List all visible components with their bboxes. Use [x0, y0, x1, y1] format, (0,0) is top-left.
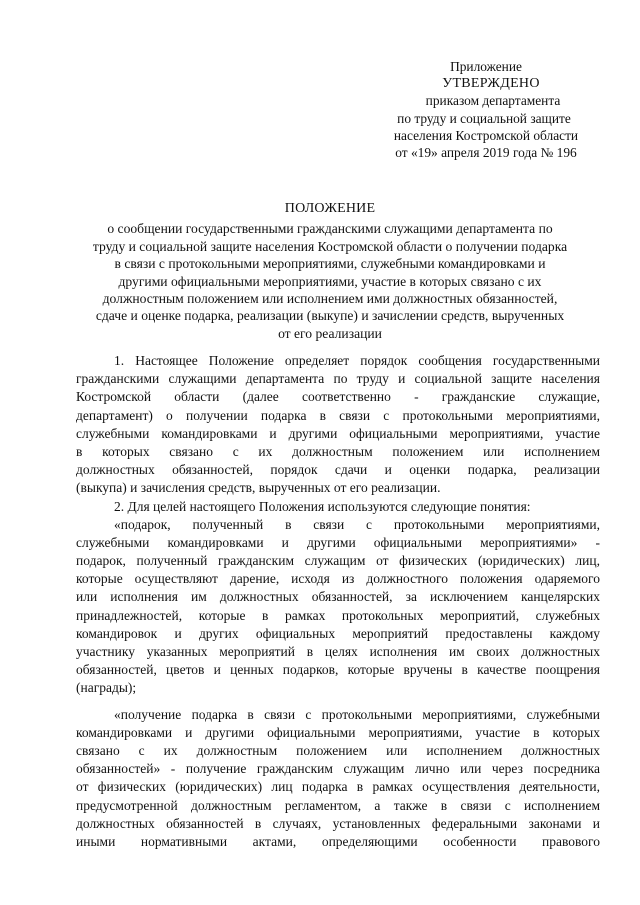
- body-line: 1. Настоящее Положение определяет порядок сообщения государственными: [114, 353, 600, 368]
- body-line: предусмотренной должностным регламентом, а также в связи с исполнением: [76, 797, 600, 813]
- paragraph-2: [76, 498, 600, 516]
- body-line: иными нормативными актами, определяющими особенности правового: [76, 833, 600, 849]
- body-line: должностных обязанностей, порядок сдачи и оценки подарка, реализации: [76, 462, 600, 478]
- approval-line: Приложение: [450, 59, 522, 74]
- body-line: департамент) о получении подарка в связи с протокольными мероприятиями,: [76, 407, 600, 423]
- title-subline: в связи с протокольными мероприятиями, служебными командировками и: [114, 256, 546, 272]
- approval-line: УТВЕРЖДЕНО: [442, 76, 540, 92]
- title-subline: должностным положением или исполнением ими должностных обязанностей,: [102, 291, 558, 307]
- title-subline: о сообщении государственными гражданскими служащими департамента по: [107, 221, 553, 237]
- document-title-block: [60, 200, 600, 342]
- approval-line: населения Костромской области: [393, 127, 579, 143]
- body-line: 2. Для целей настоящего Положения используются следующие понятия:: [114, 498, 531, 514]
- paragraph-4: [76, 706, 600, 852]
- body-line: обязанностей, цветов и ценных подарков, которые вручены в качестве поощрения: [76, 662, 600, 678]
- body-line: обязанностей» - получение гражданским служащим лично или через посредника: [76, 761, 600, 777]
- body-line: от физических (юридических) лиц подарка в рамках осуществления деятельности,: [76, 779, 600, 795]
- title-subline: другими официальными мероприятиями, участие в которых связано с их: [118, 273, 542, 289]
- paragraph-1: [76, 352, 600, 498]
- document-title: ПОЛОЖЕНИЕ: [284, 201, 376, 216]
- body-line: или исполнения им должностных обязанностей, за исключением канцелярских: [76, 589, 600, 605]
- title-subline: труду и социальной защите населения Костромской области о получении подарка: [92, 238, 568, 254]
- body-line: гражданскими служащими департамента по труду и социальной защите населения: [76, 371, 600, 387]
- body-line: командировками и другими официальными мероприятиями, участие в которых: [76, 724, 600, 740]
- body-line: (выкупа) и зачисления средств, вырученных от его реализации.: [76, 480, 441, 496]
- body-line: служебными командировками и другими официальными мероприятиями» -: [76, 534, 600, 550]
- approval-line: от «19» апреля 2019 года № 196: [395, 145, 577, 161]
- title-subline: от его реализации: [278, 325, 382, 341]
- body-line: «получение подарка в связи с протокольными мероприятиями, служебными: [114, 706, 600, 722]
- body-line: должностных обязанностей в случаях, установленных федеральными законами и: [76, 815, 600, 831]
- body-line: подарок, полученный гражданским служащим от физических (юридических) лиц,: [76, 553, 600, 569]
- title-subline: сдаче и оценке подарка, реализации (выкупе) и зачислении средств, вырученных: [95, 308, 565, 324]
- body-line: Костромской области (далее соответственно - гражданские служащие,: [76, 389, 600, 405]
- body-line: принадлежностей, которые в рамках протокольных мероприятий, служебных: [76, 607, 600, 623]
- body-line: участнику указанных мероприятий в целях исполнения им своих должностных: [76, 644, 600, 659]
- document-body: [76, 352, 600, 851]
- approval-line: приказом департамента: [425, 93, 561, 109]
- body-line: связано с их должностным положением или исполнением должностных: [76, 742, 600, 758]
- body-line: командировок и других официальных мероприятий предоставлены каждому: [76, 625, 600, 641]
- approval-line: по труду и социальной защите: [397, 110, 571, 126]
- body-line: «подарок, полученный в связи с протокольными мероприятиями,: [114, 516, 600, 532]
- paragraph-3: [76, 516, 600, 698]
- approval-stamp: [352, 58, 612, 161]
- paragraph-gap: [76, 698, 600, 706]
- body-line: служебными командировками и другими официальными мероприятиями, участие: [76, 425, 600, 441]
- body-line: (награды);: [76, 680, 137, 696]
- body-line: в которых связано с их должностным положением или исполнением: [76, 443, 600, 459]
- body-line: которые осуществляют дарение, исходя из должностного положения одаряемого: [76, 571, 600, 587]
